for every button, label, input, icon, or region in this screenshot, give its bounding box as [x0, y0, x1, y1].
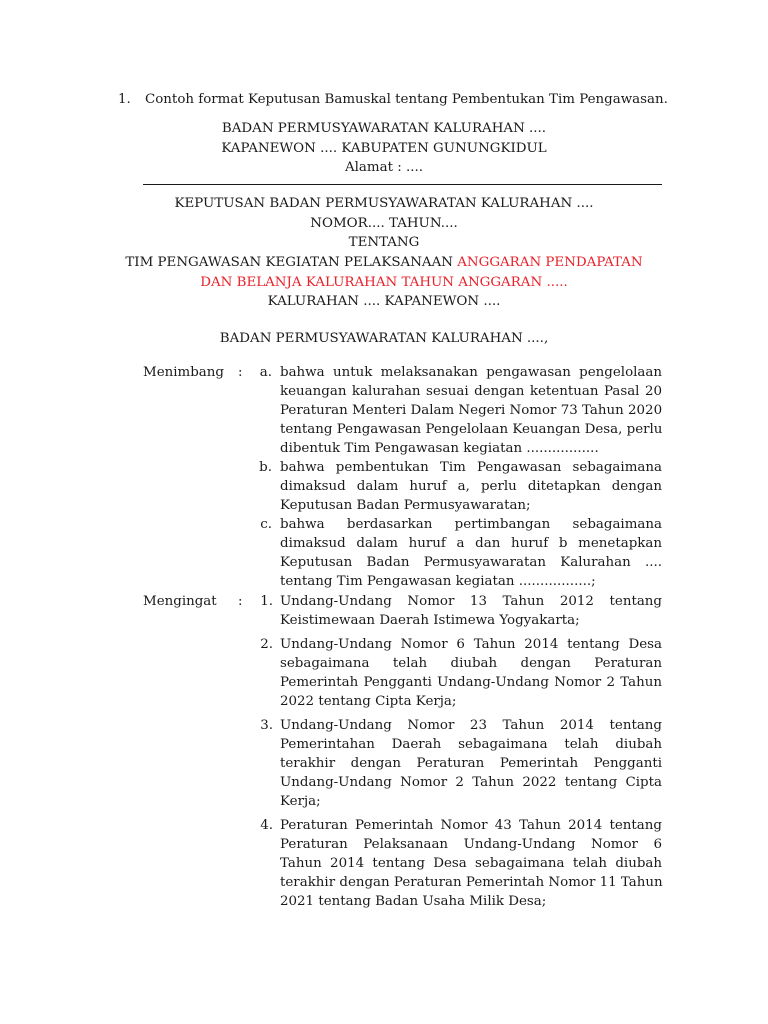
menimbang-colon: : — [238, 365, 243, 380]
mengingat-item-line: Keistimewaan Daerah Istimewa Yogyakarta; — [280, 613, 580, 628]
decision-title — [0, 194, 768, 312]
letterhead-line-2: KAPANEWON .... KABUPATEN GUNUNGKIDUL — [221, 140, 547, 156]
mengingat-item-line: Undang-Undang Nomor 23 Tahun 2014 tentang — [280, 718, 662, 733]
menimbang-item-line: dimaksud dalam huruf a, perlu ditetapkan dengan — [280, 479, 662, 494]
menimbang-item-text — [280, 363, 662, 458]
mengingat-item-line: Peraturan Pemerintah Nomor 43 Tahun 2014 tentang — [280, 818, 662, 833]
mengingat-item-mark: 4. — [260, 818, 273, 833]
mengingat-colon: : — [238, 594, 243, 609]
mengingat-item-line: Tahun 2014 tentang Desa sebagaimana telah diubah — [280, 856, 662, 871]
mengingat-item-line: 2022 tentang Cipta Kerja; — [280, 694, 457, 709]
mengingat-item-text — [280, 635, 662, 711]
menimbang-item-line: Peraturan Menteri Dalam Negeri Nomor 73 Tahun 2020 — [280, 403, 663, 418]
menimbang-item-line: bahwa pembentukan Tim Pengawasan sebagaimana — [280, 460, 662, 475]
title-line-1: KEPUTUSAN BADAN PERMUSYAWARATAN KALURAHAN .... — [174, 196, 594, 211]
mengingat-item-text — [280, 716, 662, 811]
mengingat-item-line: Undang-Undang Nomor 2 Tahun 2022 tentang Cipta — [280, 775, 662, 790]
mengingat-item-line: terakhir dengan Peraturan Pemerintah Nomor 11 Tahun — [280, 875, 663, 890]
mengingat-item-line: Kerja; — [280, 794, 321, 809]
menimbang-item-mark: a. — [259, 365, 272, 380]
menimbang-item-line: tentang Tim Pengawasan kegiatan .................; — [280, 574, 596, 589]
menimbang-item-line: dimaksud dalam huruf a dan huruf b menetapkan — [280, 536, 662, 551]
mengingat-item-line: 2021 tentang Badan Usaha Milik Desa; — [280, 894, 547, 909]
menimbang-item-line: dibentuk Tim Pengawasan kegiatan ................. — [280, 441, 599, 456]
mengingat-item-line: Pemerintahan Daerah sebagaimana telah diubah — [280, 737, 662, 752]
mengingat-item-line: terakhir dengan Peraturan Pemerintah Pengganti — [280, 756, 662, 771]
title-tentang: TENTANG — [348, 235, 420, 251]
menimbang-item-line: bahwa untuk melaksanakan pengawasan pengelolaan — [280, 365, 662, 380]
menimbang-item-mark: b. — [259, 460, 272, 475]
letterhead-address: Alamat : .... — [344, 160, 424, 176]
menimbang-item-line: bahwa berdasarkan pertimbangan sebagaimana — [280, 517, 662, 532]
mengingat-item-text — [280, 592, 662, 630]
menimbang-item-line: keuangan kalurahan sesuai dengan ketentuan Pasal 20 — [280, 384, 662, 399]
mengingat-item-line: Undang-Undang Nomor 6 Tahun 2014 tentang Desa — [280, 637, 662, 652]
mengingat-item-line: Peraturan Pelaksanaan Undang-Undang Nomor 6 — [280, 837, 662, 852]
intro-text: Contoh format Keputusan Bamuskal tentang Pembentukan Tim Pengawasan. — [145, 92, 668, 107]
mengingat-item-line: sebagaimana telah diubah dengan Peraturan — [280, 656, 662, 671]
menimbang-item-text — [280, 458, 662, 515]
menimbang-item-line: Keputusan Badan Permusyawaratan; — [280, 498, 531, 513]
mengingat-item-text — [280, 816, 662, 911]
menimbang-label: Menimbang — [143, 365, 224, 380]
intro-line — [118, 92, 668, 107]
recipient-text: BADAN PERMUSYAWARATAN KALURAHAN ...., — [219, 331, 549, 346]
mengingat-item-line: Undang-Undang Nomor 13 Tahun 2012 tentang — [280, 594, 662, 609]
menimbang-item-line: tentang Pengawasan Pengelolaan Keuangan Desa, perlu — [280, 422, 663, 437]
title-subject-red: ANGGARAN PENDAPATAN — [457, 255, 643, 271]
intro-number: 1. — [118, 92, 131, 107]
title-number-year: NOMOR.... TAHUN.... — [310, 215, 458, 231]
menimbang-item-text — [280, 515, 662, 591]
mengingat-item-line: Pemerintah Pengganti Undang-Undang Nomor 2 Tahun — [280, 675, 662, 690]
title-subject-line-1 — [0, 253, 768, 273]
letterhead-divider — [143, 184, 662, 185]
title-subject-black: TIM PENGAWASAN KEGIATAN PELAKSANAAN — [125, 255, 458, 271]
mengingat-item-mark: 2. — [260, 637, 273, 652]
title-location: KALURAHAN .... KAPANEWON .... — [267, 294, 501, 310]
menimbang-item-mark: c. — [260, 517, 272, 532]
menimbang-item-line: Keputusan Badan Permusyawaratan Kalurahan .... — [280, 555, 662, 570]
mengingat-item-mark: 1. — [260, 594, 273, 609]
title-subject-line-2: DAN BELANJA KALURAHAN TAHUN ANGGARAN ..... — [200, 274, 568, 290]
recipient — [0, 329, 768, 349]
letterhead — [0, 119, 768, 178]
letterhead-line-1: BADAN PERMUSYAWARATAN KALURAHAN .... — [221, 121, 547, 136]
mengingat-item-mark: 3. — [260, 718, 273, 733]
mengingat-label: Mengingat — [143, 594, 217, 609]
